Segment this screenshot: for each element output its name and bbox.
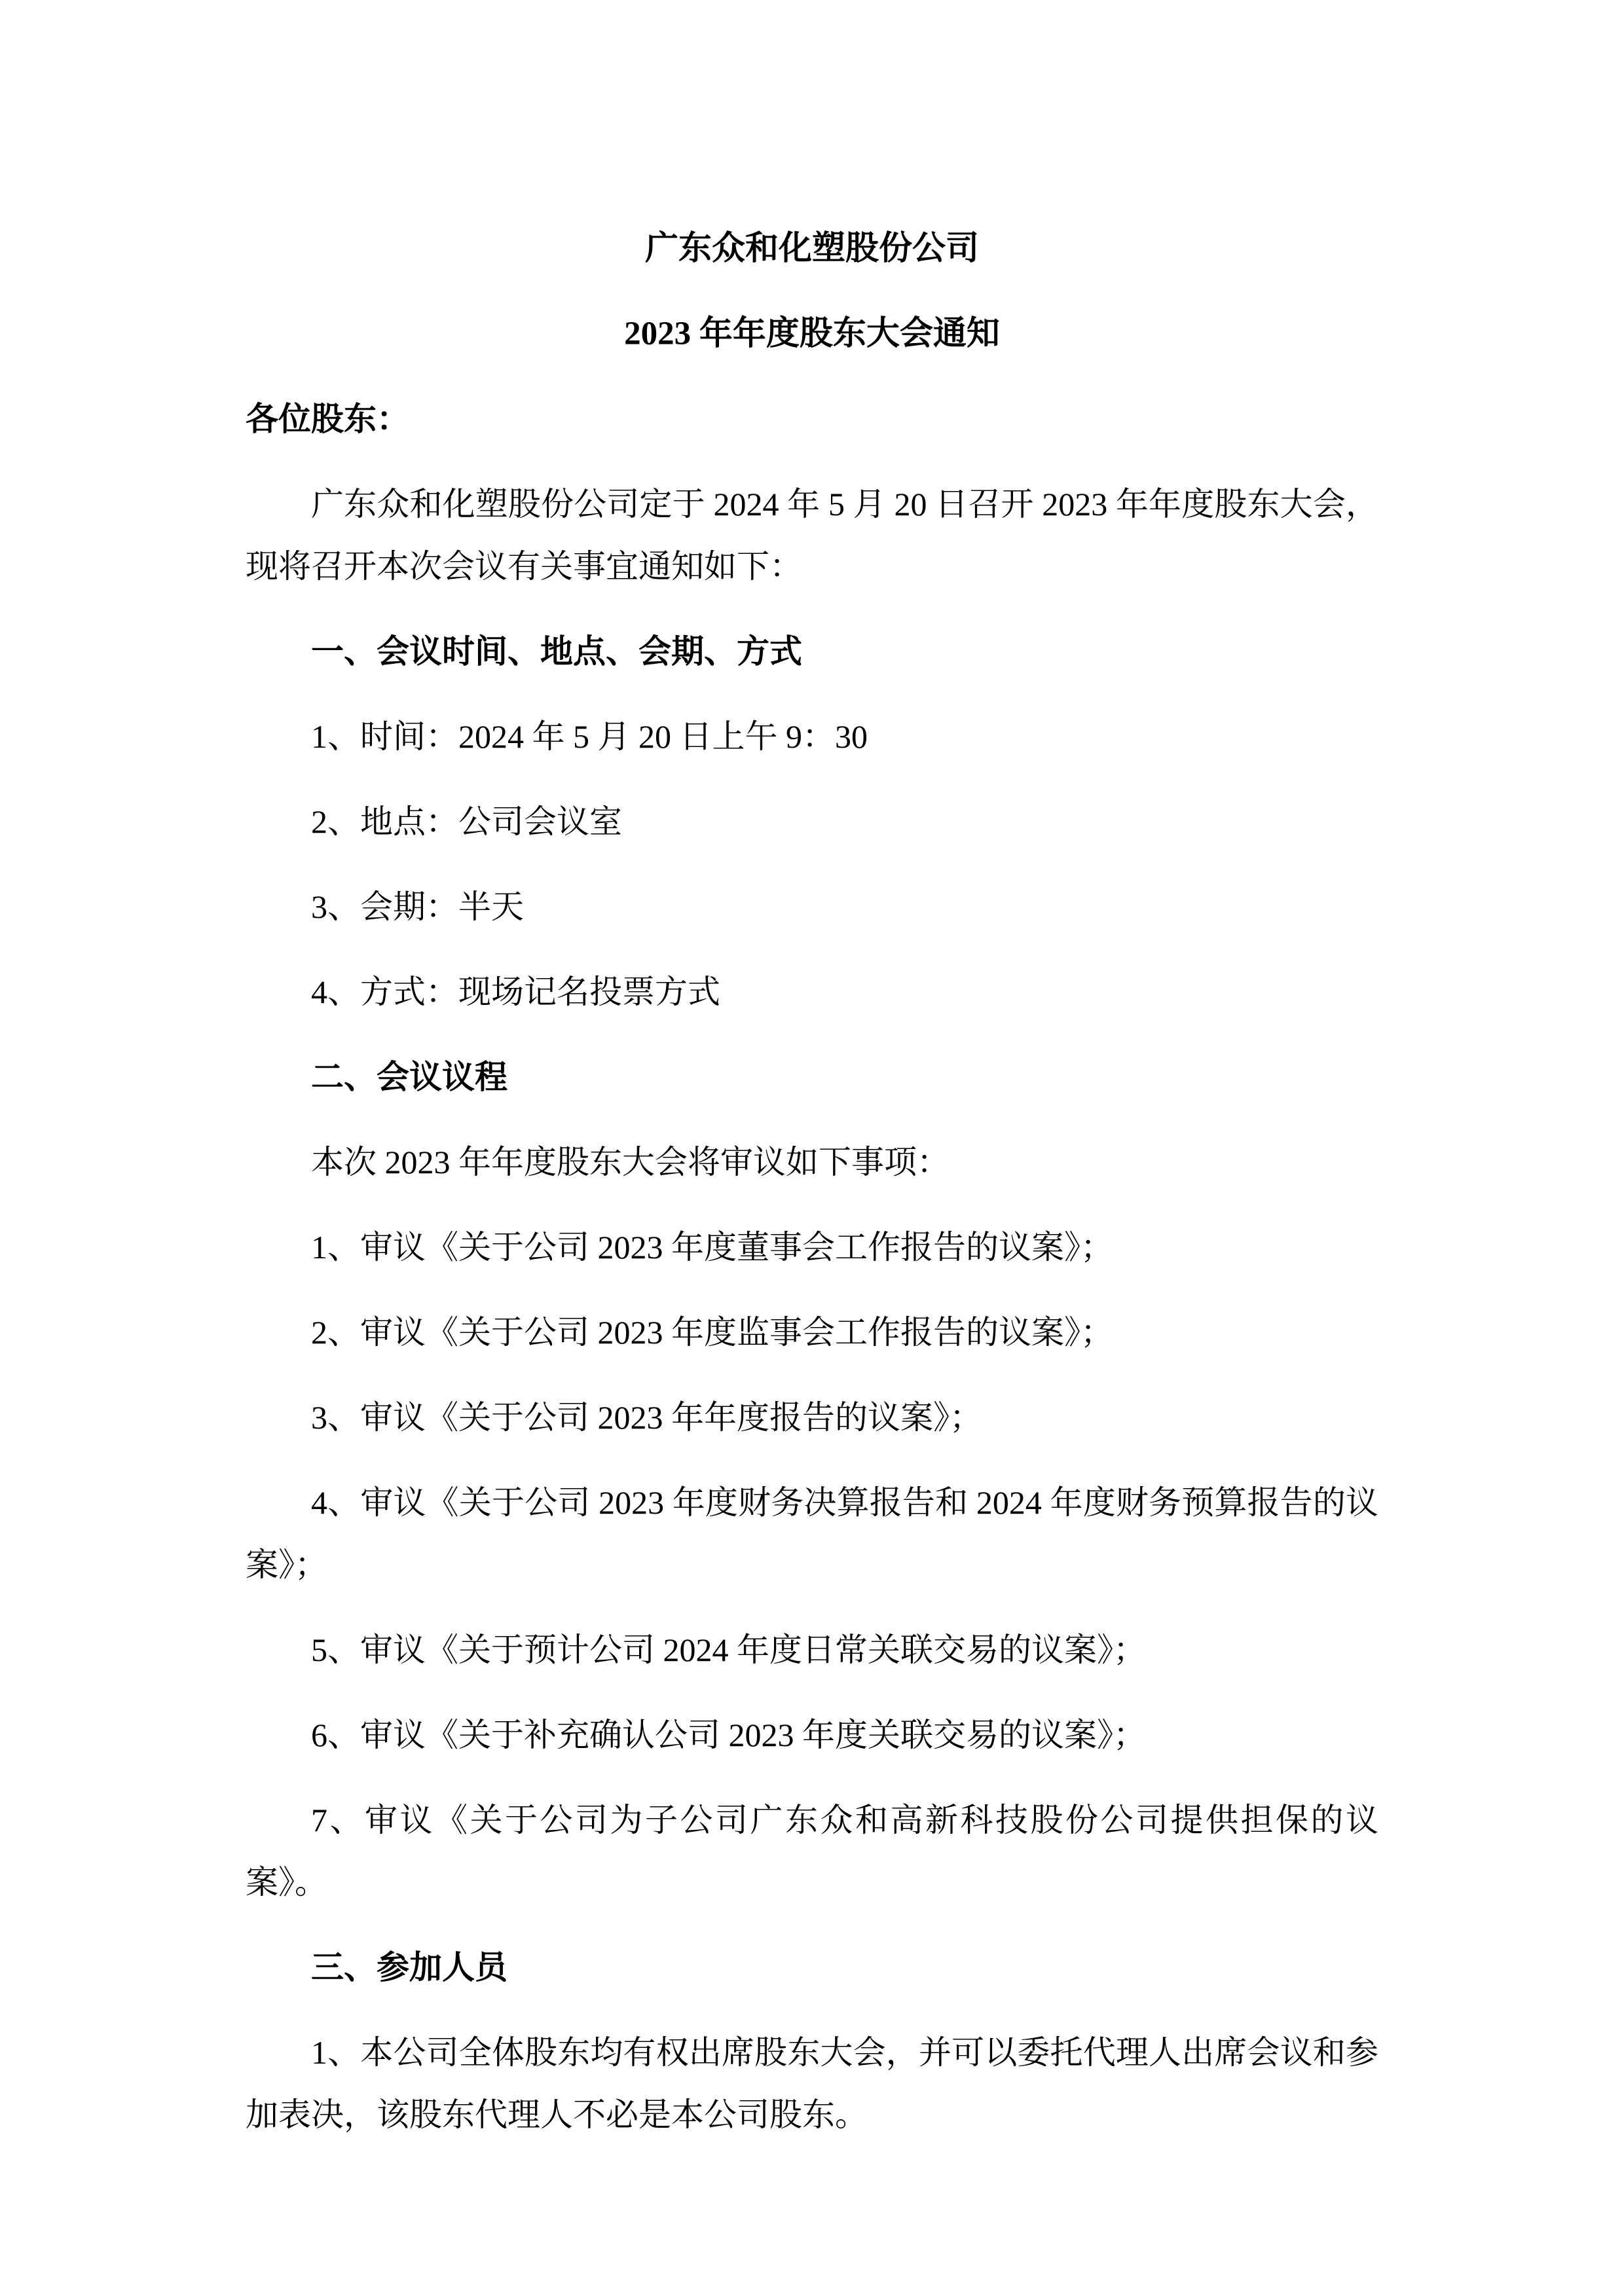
agenda-item-3: 3、审议《关于公司 2023 年年度报告的议案》； — [311, 1399, 982, 1436]
intro-paragraph: 广东众和化塑股份公司定于 2024 年 5 月 20 日召开 2023 年年度股东大会，现将召开本次会议有关事宜通知如下： — [246, 486, 1378, 585]
section-heading-agenda: 二、会议议程 — [311, 1059, 507, 1095]
meeting-duration-item: 3、会期：半天 — [311, 888, 524, 925]
section-heading-meeting-info: 一、会议时间、地点、会期、方式 — [311, 633, 802, 670]
meeting-time-item: 1、时间：2024 年 5 月 20 日上午 9：30 — [311, 718, 868, 755]
agenda-item-7: 7、审议《关于公司为子公司广东众和高新科技股份公司提供担保的议案》。 — [246, 1802, 1378, 1901]
document-page — [246, 0, 1378, 2169]
agenda-intro: 本次 2023 年年度股东大会将审议如下事项： — [311, 1144, 950, 1180]
agenda-item-2: 2、审议《关于公司 2023 年度监事会工作报告的议案》； — [311, 1314, 1113, 1351]
agenda-item-6: 6、审议《关于补充确认公司 2023 年度关联交易的议案》； — [311, 1717, 1146, 1753]
salutation: 各位股东： — [246, 401, 409, 437]
participants-paragraph: 1、本公司全体股东均有权出席股东大会，并可以委托代理人出席会议和参加表决，该股东代理人不必是本公司股东。 — [246, 2034, 1378, 2133]
agenda-item-4: 4、审议《关于公司 2023 年度财务决算报告和 2024 年度财务预算报告的议案》； — [246, 1484, 1378, 1583]
meeting-method-item: 4、方式：现场记名投票方式 — [311, 974, 720, 1010]
agenda-item-1: 1、审议《关于公司 2023 年度董事会工作报告的议案》； — [311, 1229, 1113, 1266]
agenda-item-5: 5、审议《关于预计公司 2024 年度日常关联交易的议案》； — [311, 1631, 1146, 1668]
document-subtitle: 2023 年年度股东大会通知 — [624, 316, 1000, 352]
section-heading-participants: 三、参加人员 — [311, 1949, 507, 1986]
document-title: 广东众和化塑股份公司 — [644, 230, 979, 267]
meeting-place-item: 2、地点：公司会议室 — [311, 803, 622, 840]
